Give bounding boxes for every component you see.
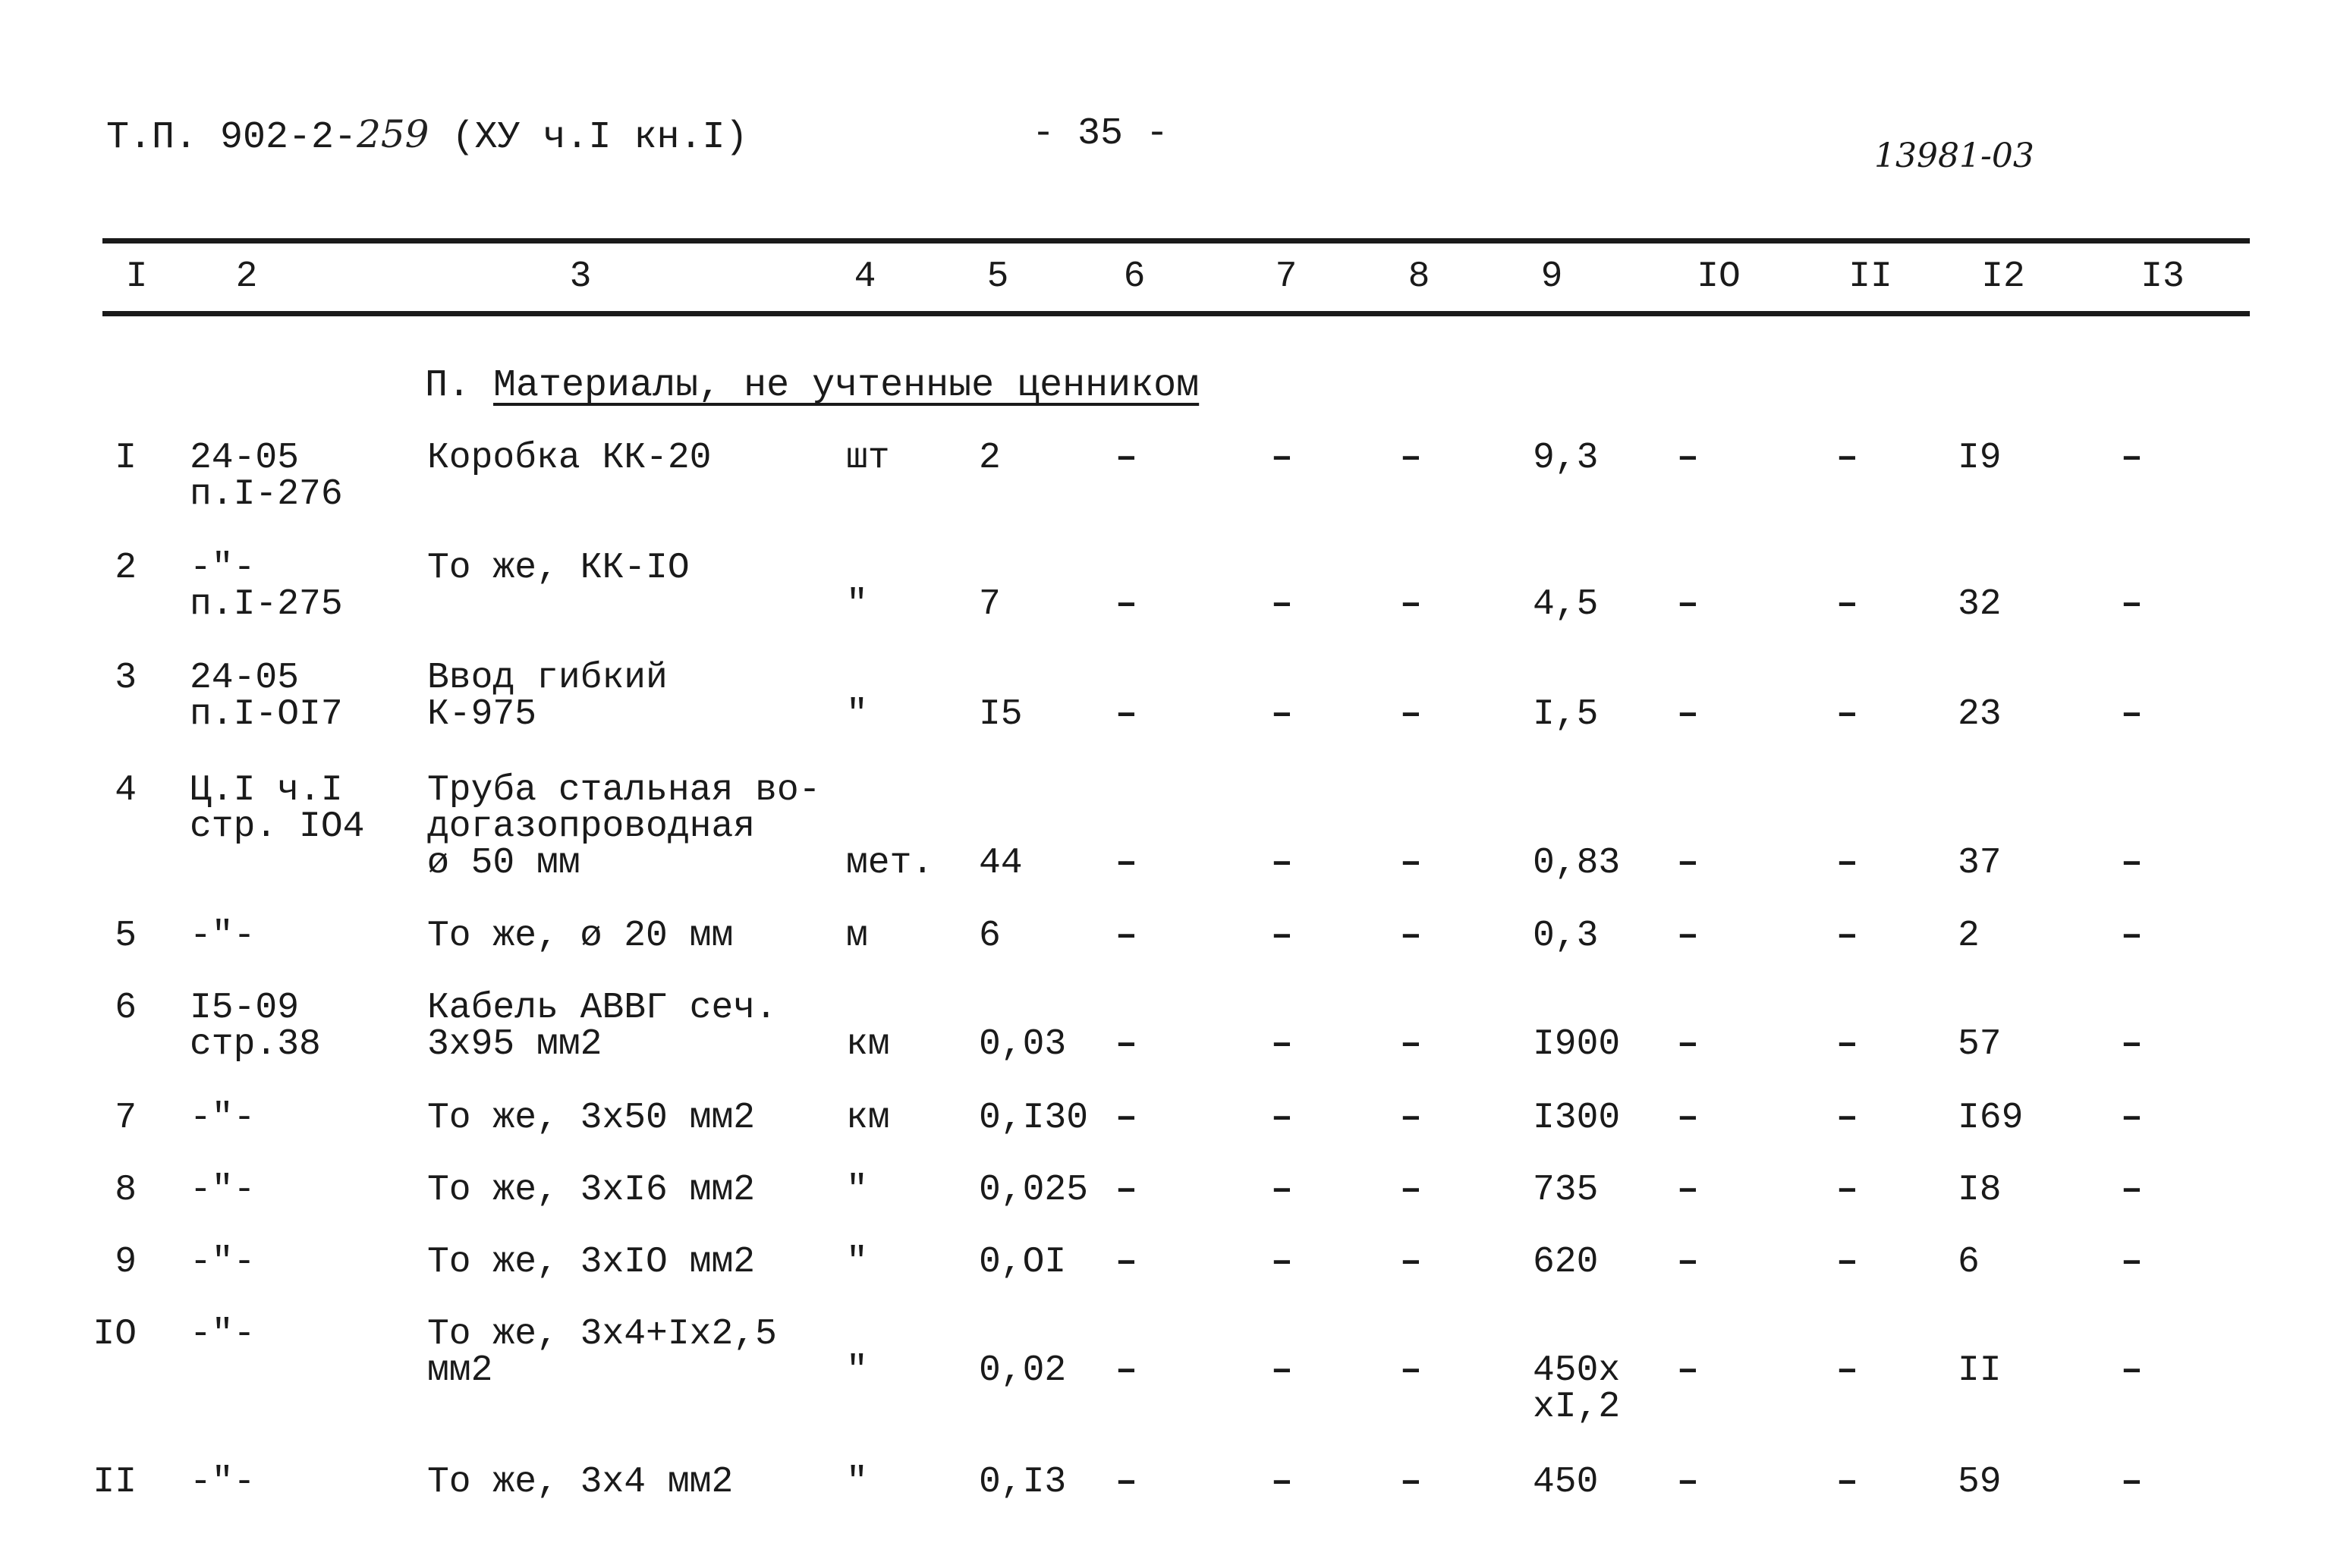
price-reference: -"-	[190, 1462, 256, 1503]
dash-col-13: –	[2121, 1098, 2143, 1139]
total-cost: 6	[1958, 1242, 1980, 1283]
quantity: 2	[979, 438, 1001, 479]
unit: "	[846, 1170, 868, 1211]
dash-col-6: –	[1115, 916, 1137, 957]
dash-col-11: –	[1836, 843, 1858, 884]
price-reference: -"-	[190, 1242, 256, 1283]
dash-col-10: –	[1677, 1024, 1699, 1065]
column-number: 4	[854, 256, 876, 297]
price-reference: -"-	[190, 916, 256, 957]
dash-col-10: –	[1677, 916, 1699, 957]
unit: мет.	[846, 843, 934, 884]
quantity: 0,I30	[979, 1098, 1089, 1139]
material-name: Ввод гибкий	[427, 658, 668, 699]
dash-col-8: –	[1400, 1170, 1422, 1211]
unit: "	[846, 1462, 868, 1503]
dash-col-7: –	[1271, 694, 1293, 735]
column-number: 8	[1408, 256, 1430, 297]
total-cost: 57	[1958, 1024, 2002, 1065]
price-reference: Ц.I ч.I	[190, 770, 343, 811]
material-name: К-975	[427, 694, 537, 735]
quantity: 0,02	[979, 1350, 1067, 1391]
total-cost: 23	[1958, 694, 2002, 735]
price-reference: 24-05	[190, 438, 300, 479]
dash-col-10: –	[1677, 438, 1699, 479]
total-cost: II	[1958, 1350, 2002, 1391]
row-number: II	[93, 1462, 137, 1503]
material-name: догазопроводная	[427, 806, 756, 847]
dash-col-13: –	[2121, 584, 2143, 625]
unit-price: 0,3	[1533, 916, 1599, 957]
dash-col-11: –	[1836, 694, 1858, 735]
dash-col-8: –	[1400, 1024, 1422, 1065]
unit-price: 9,3	[1533, 438, 1599, 479]
dash-col-6: –	[1115, 1462, 1137, 1503]
unit-price: 4,5	[1533, 584, 1599, 625]
column-number: I2	[1981, 256, 2025, 297]
section-title	[425, 364, 1199, 407]
dash-col-10: –	[1677, 1350, 1699, 1391]
material-name: То же, 3хI6 мм2	[427, 1170, 756, 1211]
dash-col-6: –	[1115, 694, 1137, 735]
price-reference: стр. IO4	[190, 806, 365, 847]
quantity: I5	[979, 694, 1023, 735]
dash-col-11: –	[1836, 1024, 1858, 1065]
column-number: 6	[1123, 256, 1146, 297]
section-prefix: П.	[425, 364, 471, 407]
section-title-text: Материалы, не учтенные ценником	[493, 364, 1200, 407]
dash-col-7: –	[1271, 1024, 1293, 1065]
dash-col-8: –	[1400, 916, 1422, 957]
unit: "	[846, 694, 868, 735]
quantity: 6	[979, 916, 1001, 957]
unit-price: 620	[1533, 1242, 1599, 1283]
dash-col-6: –	[1115, 438, 1137, 479]
unit: "	[846, 584, 868, 625]
dash-col-7: –	[1271, 438, 1293, 479]
unit-price: I,5	[1533, 694, 1599, 735]
dash-col-8: –	[1400, 694, 1422, 735]
dash-col-10: –	[1677, 1098, 1699, 1139]
total-cost: 2	[1958, 916, 1980, 957]
page-number: - 35 -	[1032, 112, 1169, 156]
column-number: 3	[569, 256, 592, 297]
price-reference: I5-09	[190, 988, 300, 1029]
total-cost: 59	[1958, 1462, 2002, 1503]
dash-col-6: –	[1115, 843, 1137, 884]
doc-code-handwritten: 259	[357, 112, 429, 156]
dash-col-8: –	[1400, 438, 1422, 479]
dash-col-13: –	[2121, 843, 2143, 884]
unit: "	[846, 1242, 868, 1283]
quantity: 7	[979, 584, 1001, 625]
dash-col-10: –	[1677, 694, 1699, 735]
unit-price: 450х	[1533, 1350, 1621, 1391]
quantity: 44	[979, 843, 1023, 884]
unit-price: хI,2	[1533, 1387, 1621, 1428]
table-top-rule	[102, 238, 2250, 244]
unit-price: I300	[1533, 1098, 1621, 1139]
row-number: 8	[115, 1170, 137, 1211]
unit: м	[846, 916, 868, 957]
table-header-rule	[102, 311, 2250, 316]
unit: "	[846, 1350, 868, 1391]
material-name: Труба стальная во-	[427, 770, 821, 811]
dash-col-6: –	[1115, 1024, 1137, 1065]
unit-price: 0,83	[1533, 843, 1621, 884]
dash-col-13: –	[2121, 916, 2143, 957]
material-name: ø 50 мм	[427, 843, 580, 884]
dash-col-7: –	[1271, 1350, 1293, 1391]
price-reference: -"-	[190, 548, 256, 589]
total-cost: I69	[1958, 1098, 2024, 1139]
quantity: 0,025	[979, 1170, 1089, 1211]
dash-col-10: –	[1677, 843, 1699, 884]
dash-col-7: –	[1271, 1242, 1293, 1283]
price-reference: -"-	[190, 1098, 256, 1139]
material-name: То же, КК-IO	[427, 548, 690, 589]
dash-col-13: –	[2121, 1170, 2143, 1211]
column-number: 2	[235, 256, 258, 297]
column-number: 5	[986, 256, 1009, 297]
price-reference: -"-	[190, 1314, 256, 1355]
dash-col-6: –	[1115, 1098, 1137, 1139]
dash-col-7: –	[1271, 1170, 1293, 1211]
dash-col-11: –	[1836, 1462, 1858, 1503]
material-name: Кабель АВВГ сеч.	[427, 988, 777, 1029]
price-reference: 24-05	[190, 658, 300, 699]
quantity: 0,I3	[979, 1462, 1067, 1503]
row-number: IO	[93, 1314, 137, 1355]
unit: км	[846, 1098, 890, 1139]
material-name: То же, 3х50 мм2	[427, 1098, 756, 1139]
material-name: То же, ø 20 мм	[427, 916, 734, 957]
doc-code-suffix: (ХУ ч.I кн.I)	[429, 116, 748, 159]
dash-col-10: –	[1677, 1170, 1699, 1211]
column-number: II	[1848, 256, 1892, 297]
dash-col-10: –	[1677, 584, 1699, 625]
row-number: 9	[115, 1242, 137, 1283]
column-number: I3	[2141, 256, 2185, 297]
material-name: То же, 3х4+Iх2,5	[427, 1314, 777, 1355]
total-cost: I9	[1958, 438, 2002, 479]
dash-col-13: –	[2121, 1350, 2143, 1391]
stamp-number: 13981-03	[1874, 137, 2034, 175]
quantity: 0,03	[979, 1024, 1067, 1065]
column-number: 9	[1540, 256, 1563, 297]
material-name: То же, 3х4 мм2	[427, 1462, 734, 1503]
total-cost: I8	[1958, 1170, 2002, 1211]
dash-col-13: –	[2121, 1462, 2143, 1503]
dash-col-13: –	[2121, 1024, 2143, 1065]
doc-code-prefix: Т.П. 902-2-	[106, 116, 357, 159]
total-cost: 32	[1958, 584, 2002, 625]
dash-col-13: –	[2121, 694, 2143, 735]
dash-col-11: –	[1836, 916, 1858, 957]
dash-col-6: –	[1115, 1170, 1137, 1211]
dash-col-7: –	[1271, 584, 1293, 625]
column-number: 7	[1275, 256, 1298, 297]
row-number: 4	[115, 770, 137, 811]
dash-col-11: –	[1836, 1170, 1858, 1211]
dash-col-7: –	[1271, 916, 1293, 957]
dash-col-13: –	[2121, 1242, 2143, 1283]
dash-col-8: –	[1400, 843, 1422, 884]
row-number: I	[115, 438, 137, 479]
unit: км	[846, 1024, 890, 1065]
dash-col-11: –	[1836, 584, 1858, 625]
dash-col-8: –	[1400, 1242, 1422, 1283]
price-reference: стр.38	[190, 1024, 321, 1065]
unit-price: 450	[1533, 1462, 1599, 1503]
unit: шт	[846, 438, 890, 479]
unit-price: I900	[1533, 1024, 1621, 1065]
row-number: 3	[115, 658, 137, 699]
row-number: 5	[115, 916, 137, 957]
dash-col-11: –	[1836, 1242, 1858, 1283]
dash-col-13: –	[2121, 438, 2143, 479]
dash-col-7: –	[1271, 843, 1293, 884]
document-code	[106, 112, 748, 159]
dash-col-11: –	[1836, 1098, 1858, 1139]
dash-col-11: –	[1836, 1350, 1858, 1391]
row-number: 7	[115, 1098, 137, 1139]
material-name: мм2	[427, 1350, 493, 1391]
dash-col-6: –	[1115, 1242, 1137, 1283]
unit-price: 735	[1533, 1170, 1599, 1211]
column-number: IO	[1697, 256, 1741, 297]
price-reference: -"-	[190, 1170, 256, 1211]
dash-col-8: –	[1400, 1098, 1422, 1139]
price-reference: п.I-276	[190, 474, 343, 515]
row-number: 6	[115, 988, 137, 1029]
column-number: I	[125, 256, 148, 297]
dash-col-8: –	[1400, 584, 1422, 625]
dash-col-7: –	[1271, 1098, 1293, 1139]
price-reference: п.I-275	[190, 584, 343, 625]
price-reference: п.I-OI7	[190, 694, 343, 735]
dash-col-6: –	[1115, 1350, 1137, 1391]
material-name: 3х95 мм2	[427, 1024, 602, 1065]
row-number: 2	[115, 548, 137, 589]
dash-col-7: –	[1271, 1462, 1293, 1503]
dash-col-10: –	[1677, 1242, 1699, 1283]
dash-col-8: –	[1400, 1462, 1422, 1503]
material-name: То же, 3хIO мм2	[427, 1242, 756, 1283]
dash-col-10: –	[1677, 1462, 1699, 1503]
dash-col-11: –	[1836, 438, 1858, 479]
dash-col-8: –	[1400, 1350, 1422, 1391]
material-name: Коробка КК-20	[427, 438, 712, 479]
dash-col-6: –	[1115, 584, 1137, 625]
quantity: 0,OI	[979, 1242, 1067, 1283]
total-cost: 37	[1958, 843, 2002, 884]
